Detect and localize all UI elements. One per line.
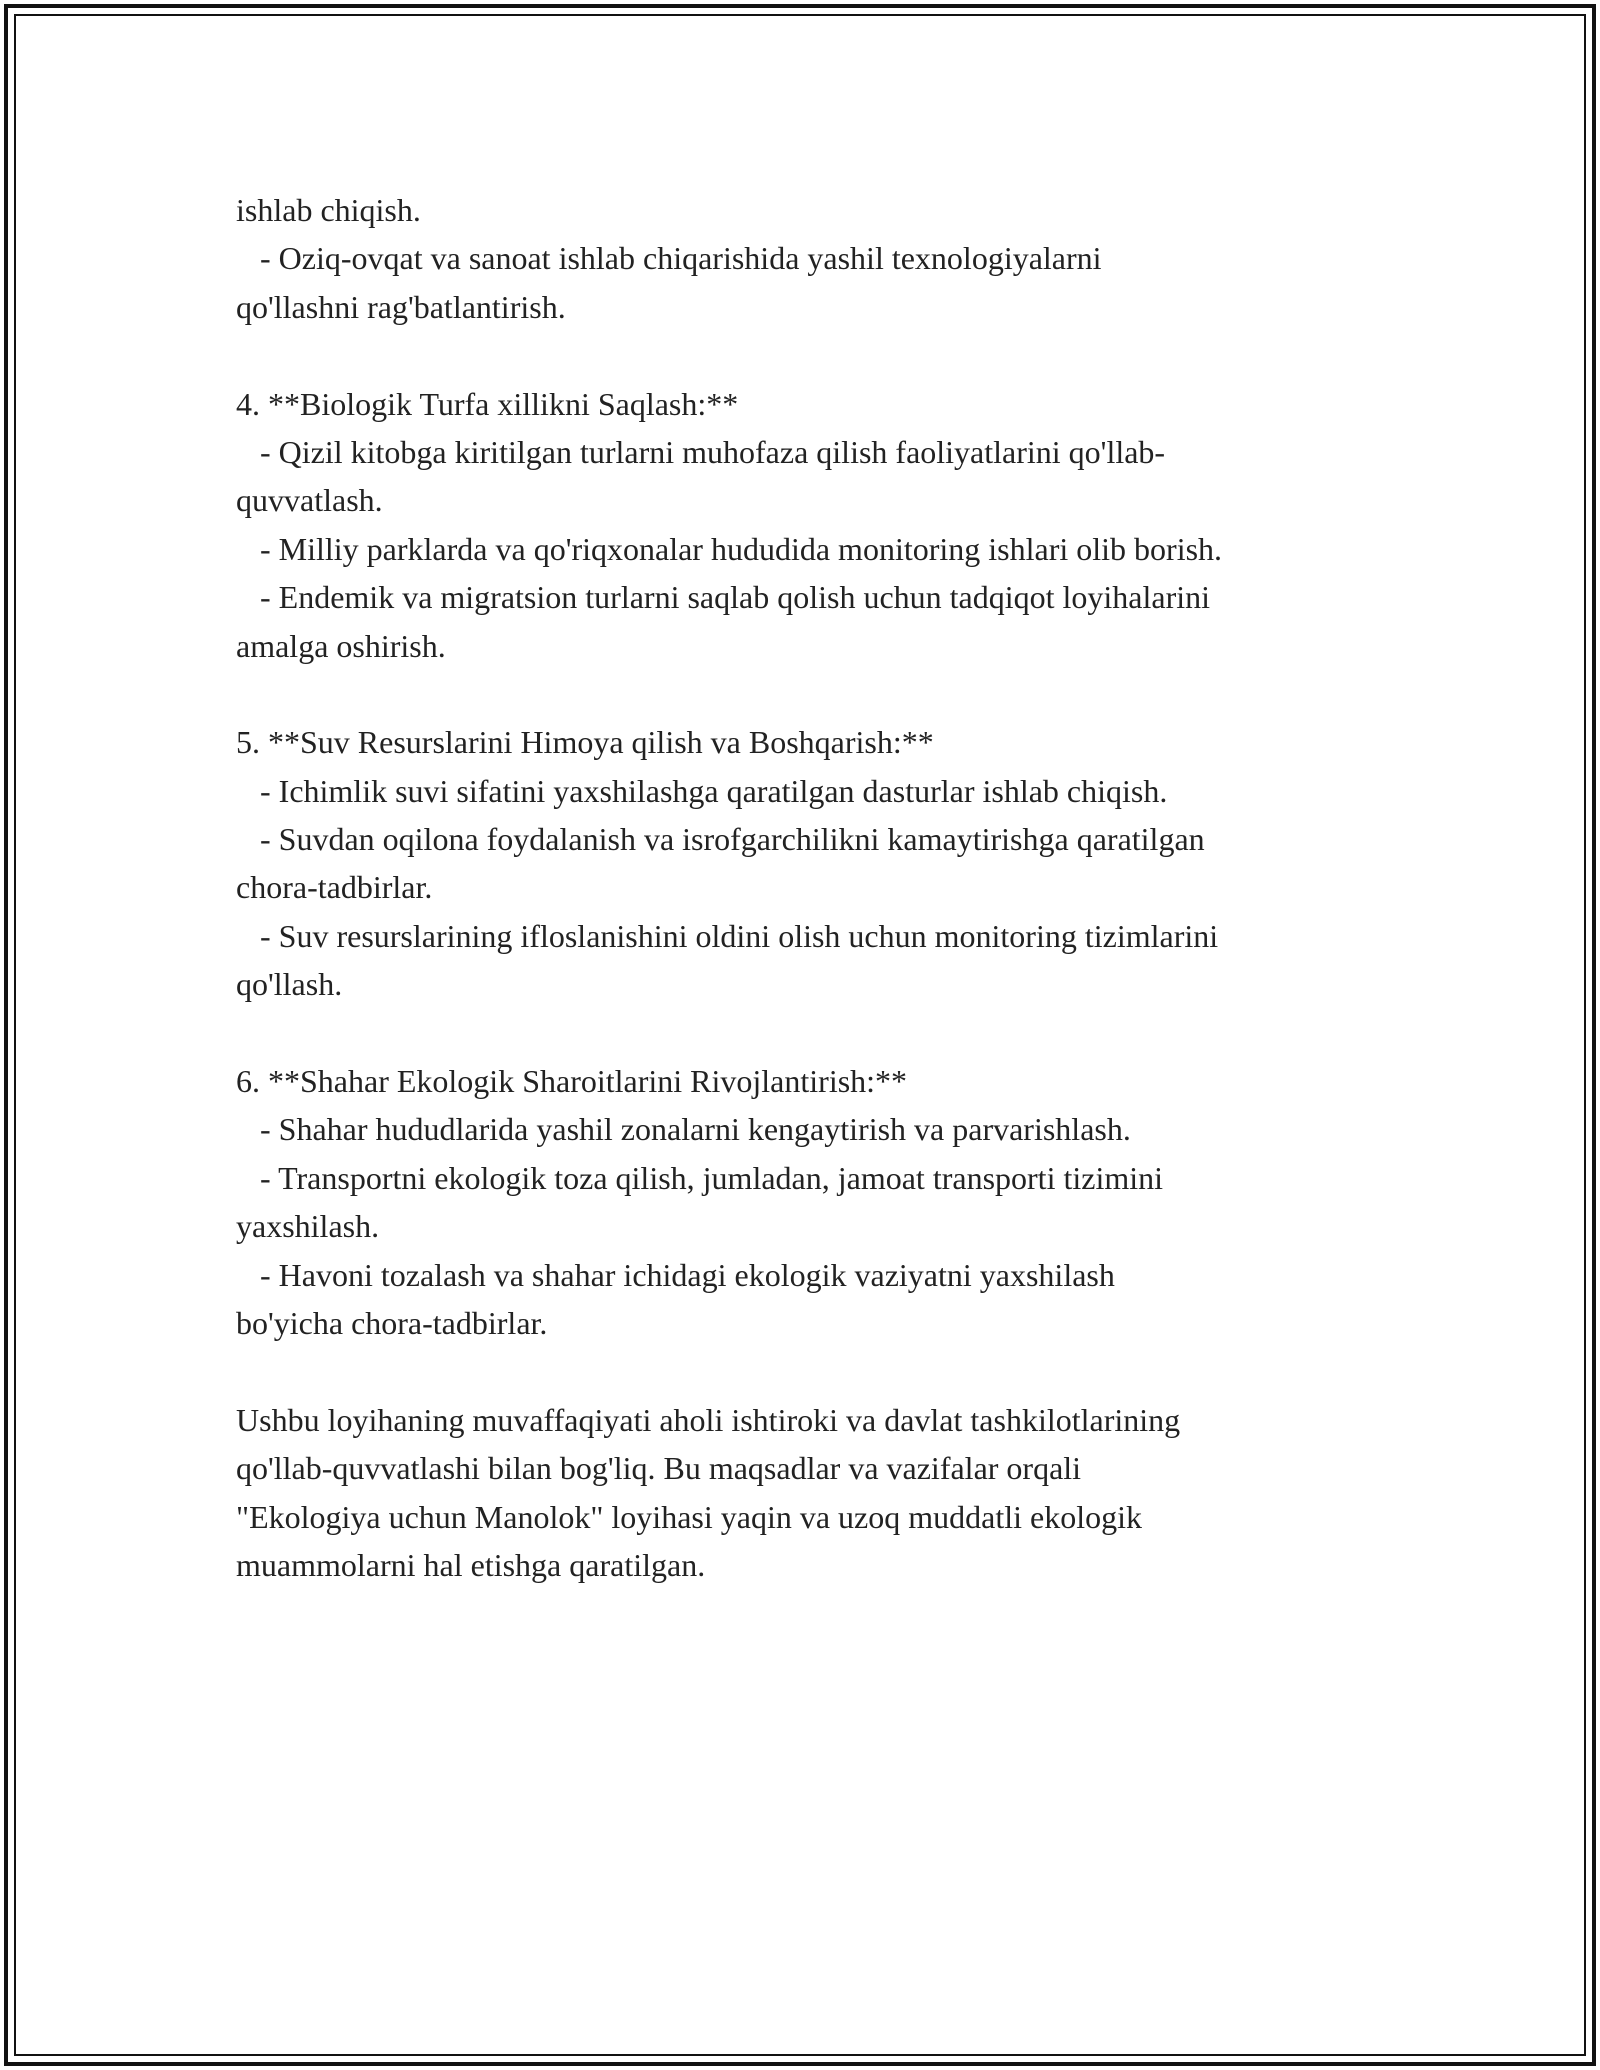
section-heading: 5. **Suv Resurslarini Himoya qilish va Boshqarish:**: [236, 724, 934, 761]
document-page: [236, 186, 1416, 1589]
paragraph-spacer: [236, 670, 1416, 718]
paragraph-spacer: [236, 1347, 1416, 1395]
paragraph-spacer: [236, 331, 1416, 379]
section-line: - Suvdan oqilona foydalanish va isrofgarchilikni kamaytirishga qaratilgan: [236, 821, 1205, 858]
intro-line: - Oziq-ovqat va sanoat ishlab chiqarishida yashil texnologiyalarni: [236, 240, 1102, 277]
section-line: - Transportni ekologik toza qilish, jumladan, jamoat transporti tizimini: [236, 1159, 1163, 1196]
section-line: bo'yicha chora-tadbirlar.: [236, 1304, 548, 1341]
section-line: chora-tadbirlar.: [236, 869, 433, 906]
conclusion-line: qo'llab-quvvatlashi bilan bog'liq. Bu maqsadlar va vazifalar orqali: [236, 1450, 1082, 1487]
section-urban-ecology: [236, 1057, 1416, 1347]
section-line: yaxshilash.: [236, 1208, 380, 1245]
section-line: - Qizil kitobga kiritilgan turlarni muhofaza qilish faoliyatlarini qo'llab-: [236, 433, 1166, 470]
section-line: - Endemik va migratsion turlarni saqlab qolish uchun tadqiqot loyihalarini: [236, 579, 1211, 616]
conclusion-line: muammolarni hal etishga qaratilgan.: [236, 1546, 706, 1583]
conclusion-paragraph: [236, 1396, 1416, 1590]
section-line: quvvatlash.: [236, 482, 383, 519]
section-line: amalga oshirish.: [236, 627, 446, 664]
section-heading: 4. **Biologik Turfa xillikni Saqlash:**: [236, 385, 739, 422]
section-line: - Suv resurslarining ifloslanishini oldini olish uchun monitoring tizimlarini: [236, 917, 1219, 954]
conclusion-line: "Ekologiya uchun Manolok" loyihasi yaqin va uzoq muddatli ekologik: [236, 1498, 1142, 1535]
section-water-resources: [236, 718, 1416, 1008]
section-line: - Ichimlik suvi sifatini yaxshilashga qaratilgan dasturlar ishlab chiqish.: [236, 772, 1168, 809]
paragraph-spacer: [236, 1009, 1416, 1057]
intro-line: ishlab chiqish.: [236, 192, 421, 228]
section-biodiversity: [236, 380, 1416, 670]
intro-block: [236, 186, 1416, 331]
section-line: - Shahar hududlarida yashil zonalarni kengaytirish va parvarishlash.: [236, 1111, 1131, 1148]
section-line: - Milliy parklarda va qo'riqxonalar hududida monitoring ishlari olib borish.: [236, 530, 1223, 567]
intro-line: qo'llashni rag'batlantirish.: [236, 288, 566, 325]
section-line: qo'llash.: [236, 966, 343, 1003]
conclusion-line: Ushbu loyihaning muvaffaqiyati aholi ishtiroki va davlat tashkilotlarining: [236, 1401, 1181, 1438]
section-line: - Havoni tozalash va shahar ichidagi ekologik vaziyatni yaxshilash: [236, 1256, 1115, 1293]
section-heading: 6. **Shahar Ekologik Sharoitlarini Rivojlantirish:**: [236, 1063, 908, 1100]
